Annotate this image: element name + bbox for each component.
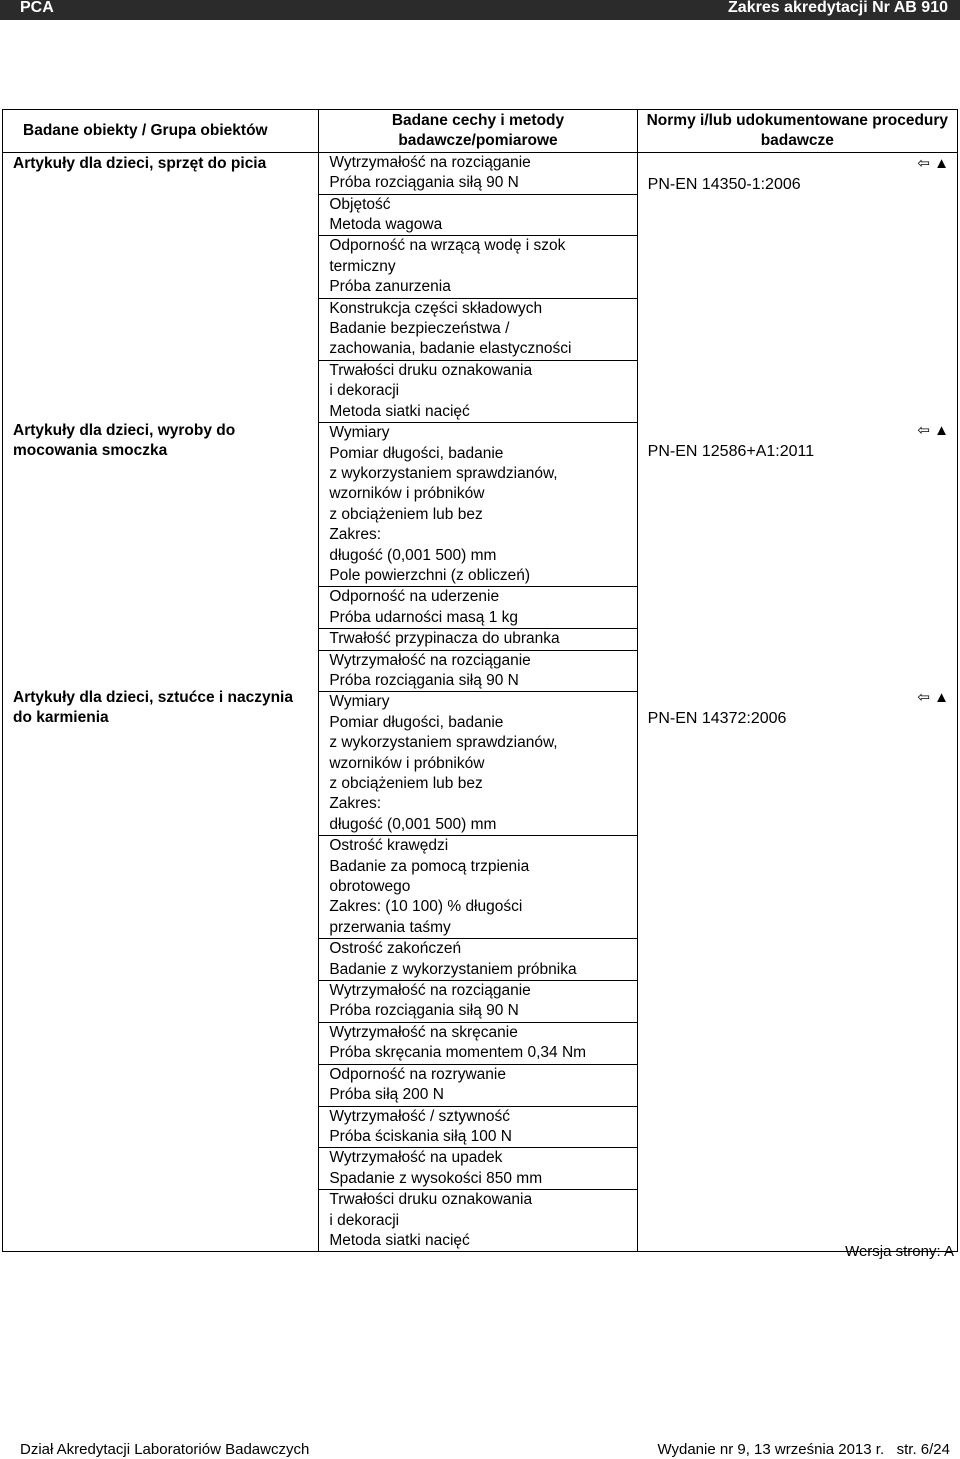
norm-symbol-1: ⇦ ▲ [917, 154, 949, 172]
method-item: Wytrzymałość na skręcanie Próba skręcania momentem 0,34 Nm [319, 1023, 636, 1065]
header-right: Zakres akredytacji Nr AB 910 [728, 0, 948, 16]
header-methods: Badane cechy i metody badawcze/pomiarowe [319, 110, 637, 153]
table-header-row [3, 110, 958, 153]
method-item: Ostrość zakończeń Badanie z wykorzystaniem próbnika [319, 939, 636, 981]
method-item: Odporność na wrzącą wodę i szok termiczny Próba zanurzenia [319, 236, 636, 298]
method-item: Objętość Metoda wagowa [319, 195, 636, 237]
method-item: Wytrzymałość na rozciąganie Próba rozciągania siłą 90 N [319, 981, 636, 1023]
method-item: Trwałości druku oznakowania i dekoracji Metoda siatki nacięć [329, 1191, 533, 1249]
method-item: Wytrzymałość na rozciąganie Próba rozciągania siłą 90 N [319, 153, 636, 195]
method-item: Wytrzymałość / sztywność Próba ściskania siłą 100 N [319, 1107, 636, 1149]
norm-symbol-2: ⇦ ▲ [917, 421, 949, 439]
method-item: Odporność na uderzenie Próba udarności masą 1 kg [319, 587, 636, 629]
object-group-1: Artykuły dla dzieci, sprzęt do picia [13, 154, 267, 172]
method-item: Wytrzymałość na rozciąganie Próba rozciągania siłą 90 N [319, 651, 636, 693]
objects-cell [3, 152, 319, 1252]
method-item: Wytrzymałość na upadek Spadanie z wysokości 850 mm [319, 1148, 636, 1190]
object-group-2: Artykuły dla dzieci, wyroby do mocowania smoczka [13, 421, 236, 460]
method-item: Konstrukcja części składowych Badanie bezpieczeństwa / zachowania, badanie elastyczności [319, 299, 636, 361]
method-item: Ostrość krawędzi Badanie za pomocą trzpienia obrotowego Zakres: (10 100) % długości przerwania taśmy [319, 836, 636, 939]
norms-cell [637, 152, 957, 1252]
table-body-row [3, 152, 958, 1252]
method-item: Odporność na rozrywanie Próba siłą 200 N [319, 1065, 636, 1107]
norm-1: PN-EN 14350-1:2006 [647, 175, 801, 193]
accreditation-table [2, 109, 958, 1252]
norm-2: PN-EN 12586+A1:2011 [647, 442, 815, 460]
page-header [0, 0, 960, 20]
method-item: Wymiary Pomiar długości, badanie z wykorzystaniem sprawdzianów, wzorników i próbników z obciążeniem lub bez Zakres: długość (0,001 500) mm [319, 692, 636, 836]
method-item: Trwałość przypinacza do ubranka [319, 629, 636, 650]
header-left: PCA [20, 0, 54, 16]
method-item: Wymiary Pomiar długości, badanie z wykorzystaniem sprawdzianów, wzorników i próbników z obciążeniem lub bez Zakres: długość (0,001 500) mm Pole powierzchni (z obliczeń) [319, 423, 636, 587]
footer-left: Dział Akredytacji Laboratoriów Badawczych [20, 1441, 310, 1458]
header-objects: Badane obiekty / Grupa obiektów [3, 110, 319, 153]
header-norms: Normy i/lub udokumentowane procedury badawcze [637, 110, 957, 153]
object-group-3: Artykuły dla dzieci, sztućce i naczynia do karmienia [13, 688, 293, 727]
norm-3: PN-EN 14372:2006 [647, 709, 787, 727]
norm-symbol-3: ⇦ ▲ [917, 688, 949, 706]
methods-cell [319, 152, 637, 1252]
footer-right: Wydanie nr 9, 13 września 2013 r. str. 6/24 [657, 1441, 950, 1458]
method-item: Trwałości druku oznakowania i dekoracji Metoda siatki nacięć [319, 361, 636, 423]
page-version: Wersja strony: A [845, 1243, 954, 1260]
